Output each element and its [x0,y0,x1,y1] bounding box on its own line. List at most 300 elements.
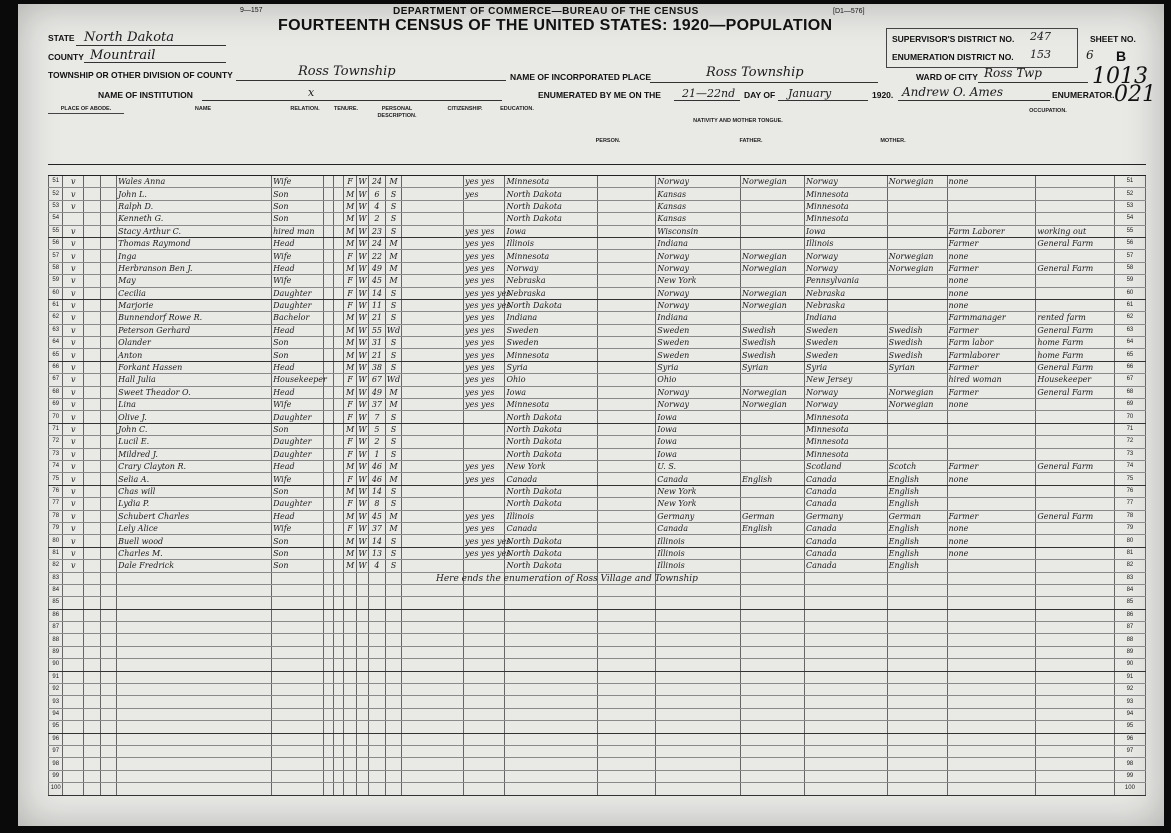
table-row [49,299,1146,311]
empty-cell [100,684,117,696]
line-number: 88 [49,634,63,646]
empty-cell [334,609,344,621]
citizenship [402,349,464,361]
family-number [100,485,117,497]
race: W [356,498,368,510]
marital-status: M [385,176,402,188]
occupation [947,411,1036,423]
birthplace: Sweden [505,324,598,336]
mother-tongue-parent: English [887,522,947,534]
relation: Son [272,485,324,497]
occupation: none [947,399,1036,411]
empty-cell [344,622,356,634]
empty-cell [804,758,887,770]
empty-cell [100,708,117,720]
occupation-heading: OCCUPATION. [1029,108,1067,114]
empty-cell [947,622,1036,634]
occupation: none [947,287,1036,299]
census-sheet [18,4,1164,826]
line-number-right: 96 [1114,733,1145,745]
empty-cell [369,684,386,696]
empty-cell [84,659,101,671]
dwelling-number [84,460,101,472]
empty-cell [100,572,117,584]
empty-cell [887,572,947,584]
table-row [49,436,1146,448]
industry [1036,200,1115,212]
sex: M [344,225,356,237]
occupation: Farmlaborer [947,349,1036,361]
race: W [356,312,368,324]
check-mark: v [63,299,84,311]
citizenship [402,188,464,200]
empty-cell [804,646,887,658]
line-number-right: 70 [1114,411,1145,423]
empty-cell [1036,745,1115,757]
father-birthplace: Norway [656,386,741,398]
line-number-right: 89 [1114,646,1145,658]
empty-cell [100,646,117,658]
father-tongue: Norwegian [740,287,804,299]
check-mark: v [63,547,84,559]
empty-cell [656,584,741,596]
empty-cell [464,671,505,683]
father-tongue [740,485,804,497]
empty-cell [369,659,386,671]
mother-tongue-parent [887,423,947,435]
industry [1036,423,1115,435]
line-number: 58 [49,262,63,274]
township-label: TOWNSHIP OR OTHER DIVISION OF COUNTY [48,70,233,80]
dwelling-number [84,312,101,324]
empty-cell [804,572,887,584]
age: 38 [369,361,386,373]
mother-birthplace: Iowa [804,225,887,237]
empty-cell [356,708,368,720]
industry: General Farm [1036,460,1115,472]
person-name: John L. [117,188,272,200]
empty-cell [947,684,1036,696]
empty-cell [100,584,117,596]
education [464,498,505,510]
industry [1036,176,1115,188]
check-mark: v [63,188,84,200]
mother-birthplace: Canada [804,498,887,510]
sex: M [344,423,356,435]
line-number: 83 [49,572,63,584]
father-tongue [740,535,804,547]
empty-cell [656,770,741,782]
line-number-right: 57 [1114,250,1145,262]
line-number-right: 81 [1114,547,1145,559]
birthplace: Sweden [505,337,598,349]
empty-cell [887,745,947,757]
father-tongue: Norwegian [740,399,804,411]
empty-cell [369,572,386,584]
table-row [49,237,1146,249]
empty-cell [385,696,402,708]
empty-cell [385,584,402,596]
marital-status: S [385,361,402,373]
birthplace: New York [505,460,598,472]
relation: Head [272,386,324,398]
empty-cell [505,684,598,696]
mortgage [334,262,344,274]
family-number [100,498,117,510]
age: 8 [369,498,386,510]
birthplace: Illinois [505,237,598,249]
marital-status: S [385,213,402,225]
empty-cell [369,609,386,621]
line-number-right: 80 [1114,535,1145,547]
empty-cell [344,733,356,745]
person-name: Kenneth G. [117,213,272,225]
table-row [49,176,1146,188]
family-number [100,374,117,386]
empty-cell [344,783,356,795]
empty-cell [402,597,464,609]
race: W [356,349,368,361]
race: W [356,374,368,386]
empty-cell [598,684,656,696]
industry [1036,473,1115,485]
mother-birthplace: Nebraska [804,299,887,311]
sex: F [344,250,356,262]
empty-cell [63,733,84,745]
sex: F [344,374,356,386]
place-value: Ross Township [706,65,804,80]
occupation: Farmer [947,237,1036,249]
tenure [323,176,333,188]
line-number-right: 84 [1114,584,1145,596]
sex: F [344,498,356,510]
empty-cell [334,584,344,596]
check-mark: v [63,560,84,572]
birthplace: Ohio [505,374,598,386]
education: yes yes [464,312,505,324]
mortgage [334,485,344,497]
empty-cell [344,609,356,621]
tenure [323,200,333,212]
person-name: Schubert Charles [117,510,272,522]
table-row [49,584,1146,596]
mortgage [334,237,344,249]
dwelling-number [84,250,101,262]
race: W [356,448,368,460]
relation: Daughter [272,436,324,448]
empty-cell [272,721,324,733]
father-tongue [740,275,804,287]
check-mark: v [63,225,84,237]
father-tongue [740,423,804,435]
mother-tongue [598,473,656,485]
father-birthplace: Sweden [656,337,741,349]
citizenship [402,473,464,485]
citizenship [402,460,464,472]
family-number [100,411,117,423]
empty-cell [464,622,505,634]
empty-cell [63,696,84,708]
education [464,411,505,423]
empty-cell [334,671,344,683]
empty-cell [272,684,324,696]
mother-birthplace: Minnesota [804,213,887,225]
line-number: 69 [49,399,63,411]
line-number: 81 [49,547,63,559]
industry: General Farm [1036,262,1115,274]
empty-cell [117,584,272,596]
sex: M [344,386,356,398]
mortgage [334,200,344,212]
industry [1036,436,1115,448]
mother-tongue [598,337,656,349]
occupation [947,560,1036,572]
mother-birthplace: Sweden [804,324,887,336]
empty-cell [323,609,333,621]
empty-cell [402,708,464,720]
mortgage [334,411,344,423]
empty-cell [598,659,656,671]
family-number [100,337,117,349]
relation: Wife [272,176,324,188]
occupation: none [947,522,1036,534]
mother-tongue [598,275,656,287]
mortgage [334,225,344,237]
empty-cell [402,684,464,696]
sex: M [344,312,356,324]
education: yes [464,188,505,200]
line-number: 96 [49,733,63,745]
mortgage [334,510,344,522]
empty-cell [356,622,368,634]
line-number: 82 [49,560,63,572]
empty-cell [804,783,887,795]
table-row [49,634,1146,646]
race: W [356,262,368,274]
empty-cell [84,721,101,733]
family-number [100,361,117,373]
mother-birthplace: Canada [804,485,887,497]
empty-cell [323,770,333,782]
empty-cell [656,671,741,683]
line-number-right: 69 [1114,399,1145,411]
citizenship [402,262,464,274]
mother-birthplace: Norway [804,399,887,411]
check-mark: v [63,275,84,287]
empty-cell [464,597,505,609]
table-row [49,460,1146,472]
person-name: Peterson Gerhard [117,324,272,336]
family-number [100,522,117,534]
sheet-side: B [1116,48,1127,64]
birthplace: Minnesota [505,349,598,361]
empty-cell [804,584,887,596]
dwelling-number [84,535,101,547]
empty-cell [356,671,368,683]
person-name: Dale Fredrick [117,560,272,572]
table-row [49,485,1146,497]
family-number [100,473,117,485]
sex: F [344,399,356,411]
line-number-right: 97 [1114,745,1145,757]
race: W [356,213,368,225]
empty-cell [84,770,101,782]
line-number: 68 [49,386,63,398]
dwelling-number [84,225,101,237]
line-number: 63 [49,324,63,336]
empty-cell [385,572,402,584]
day-of-label: DAY OF [744,90,776,100]
line-number: 75 [49,473,63,485]
empty-cell [402,659,464,671]
empty-cell [117,597,272,609]
father-birthplace: Norway [656,287,741,299]
marital-status: S [385,448,402,460]
empty-cell [369,622,386,634]
empty-cell [385,758,402,770]
county-label: COUNTY [48,52,84,62]
empty-cell [656,733,741,745]
family-number [100,188,117,200]
mother-birthplace: Canada [804,560,887,572]
county-value: Mountrail [90,48,156,63]
education: yes yes [464,361,505,373]
line-number-right: 58 [1114,262,1145,274]
mortgage [334,188,344,200]
person-name: Sweet Theador O. [117,386,272,398]
father-birthplace: Illinois [656,560,741,572]
occupation [947,213,1036,225]
race: W [356,411,368,423]
birthplace: Norway [505,262,598,274]
industry: General Farm [1036,324,1115,336]
mother-tongue [598,176,656,188]
marital-status: S [385,423,402,435]
empty-cell [402,745,464,757]
empty-cell [947,634,1036,646]
check-mark: v [63,374,84,386]
education: yes yes yes [465,548,511,558]
father-tongue: Swedish [740,324,804,336]
empty-cell [344,659,356,671]
line-number-right: 59 [1114,275,1145,287]
relation: Head [272,324,324,336]
marital-status: S [385,535,402,547]
mother-birthplace: Syria [804,361,887,373]
citizenship [402,213,464,225]
empty-cell [656,745,741,757]
mother-birthplace: Norway [804,250,887,262]
empty-cell [356,659,368,671]
marital-status: S [385,547,402,559]
empty-cell [356,584,368,596]
empty-cell [464,708,505,720]
line-number: 94 [49,708,63,720]
person-name: Bunnendorf Rowe R. [117,312,272,324]
relation: Son [272,213,324,225]
tenure [323,473,333,485]
line-number-right: 90 [1114,659,1145,671]
empty-cell [356,597,368,609]
empty-cell [505,733,598,745]
line-number: 55 [49,225,63,237]
empty-cell [947,708,1036,720]
father-tongue: Swedish [740,337,804,349]
empty-cell [369,646,386,658]
empty-cell [887,770,947,782]
dwelling-number [84,386,101,398]
birthplace: North Dakota [505,535,598,547]
family-number [100,176,117,188]
occupation: Farmer [947,361,1036,373]
sex: M [344,510,356,522]
empty-cell [272,708,324,720]
empty-cell [1036,733,1115,745]
tenure [323,423,333,435]
empty-cell [947,733,1036,745]
family-number [100,386,117,398]
citizenship [402,498,464,510]
empty-cell [117,572,272,584]
state-value: North Dakota [84,30,174,45]
empty-cell [947,758,1036,770]
empty-cell [385,770,402,782]
father-birthplace: Indiana [656,312,741,324]
marital-status: Wd [386,375,401,385]
occupation: hired woman [947,374,1036,386]
dwelling-number [84,324,101,336]
tenure [323,535,333,547]
age: 4 [369,200,386,212]
empty-cell [100,609,117,621]
empty-cell [385,634,402,646]
empty-cell [947,584,1036,596]
mother-tongue-parent [887,200,947,212]
father-birthplace: Indiana [656,237,741,249]
mortgage [334,460,344,472]
father-heading: FATHER. [739,138,763,144]
line-number: 57 [49,250,63,262]
empty-cell [100,622,117,634]
mother-tongue-parent: Syrian [887,361,947,373]
table-row [49,758,1146,770]
education: yes yes yes [465,288,511,298]
empty-cell [344,584,356,596]
table-row [49,399,1146,411]
tenure [323,275,333,287]
tenure [323,522,333,534]
line-number-right: 87 [1114,622,1145,634]
birthplace: Canada [505,522,598,534]
empty-cell [100,770,117,782]
empty-cell [63,584,84,596]
line-number: 76 [49,485,63,497]
empty-cell [344,684,356,696]
empty-cell [598,634,656,646]
empty-cell [334,684,344,696]
table-row [49,324,1146,336]
line-number: 59 [49,275,63,287]
empty-cell [464,758,505,770]
empty-cell [464,696,505,708]
line-number-right: 85 [1114,597,1145,609]
race: W [356,188,368,200]
dwelling-number [84,275,101,287]
mortgage [334,423,344,435]
father-birthplace: Syria [656,361,741,373]
empty-cell [887,634,947,646]
empty-cell [887,708,947,720]
